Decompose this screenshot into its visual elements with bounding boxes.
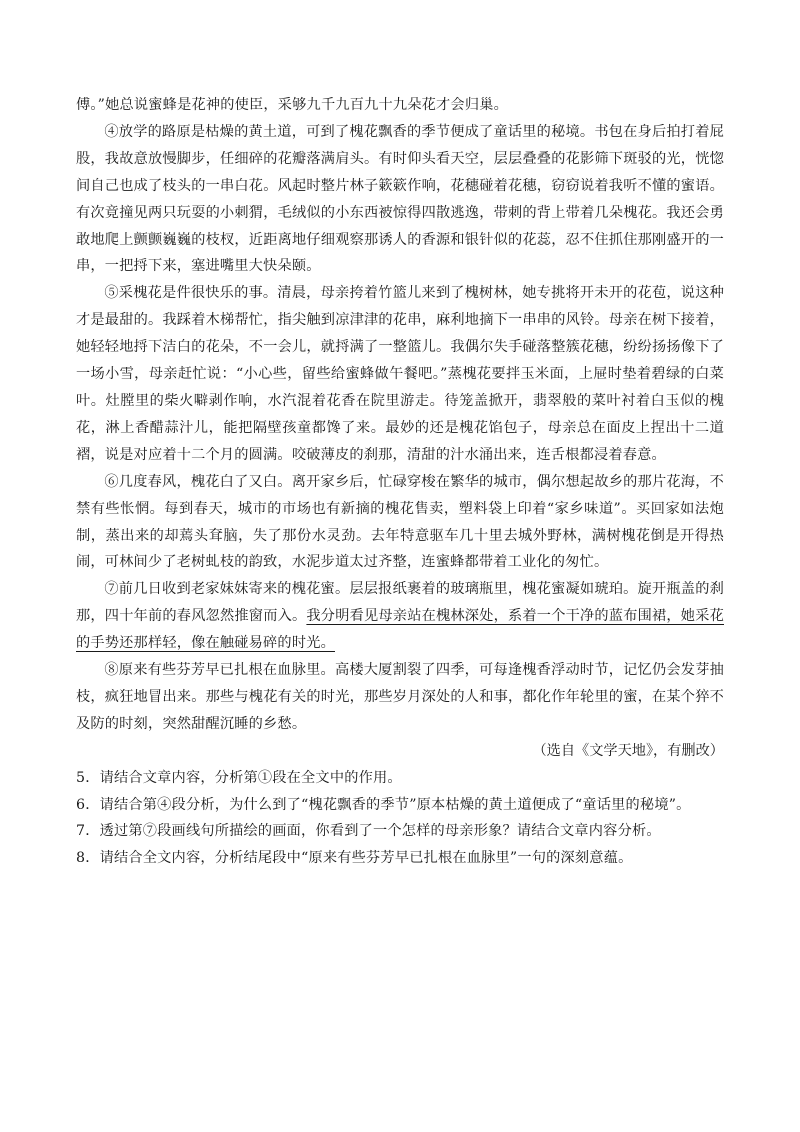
paragraph-intro-continuation: 傅。”她总说蜜蜂是花神的使臣，采够九千九百九十九朵花才会归巢。 xyxy=(76,97,508,113)
question-7: 7．透过第⑦段画线句所描绘的画面，你看到了一个怎样的母亲形象？请结合文章内容分析。 xyxy=(76,823,661,840)
paragraph-6: ⑥几度春风，槐花白了又白。离开家乡后，忙碌穿梭在繁华的城市，偶尔想起故乡的那片花海，不禁有些怅惘。每到春天，城市的市场也有新摘的槐花售卖，塑料袋上印着“家乡味道”。买回家如法炮制，蒸出来的却蔫头耷脑，失了那份水灵劲。去年特意驱车几十里去城外野林，满树槐花倒是开得热闹，可林间少了老树虬枝的韵致，水泥步道太过齐整，连蜜蜂都带着工业化的匆忙。 xyxy=(76,473,724,571)
question-8: 8．请结合全文内容，分析结尾段中“原来有些芬芳早已扎根在血脉里”一句的深刻意蕴。 xyxy=(76,850,633,867)
paragraph-4: ④放学的路原是枯燥的黄土道，可到了槐花飘香的季节便成了童话里的秘境。书包在身后拍打着屁股，我故意放慢脚步，任细碎的花瓣落满肩头。有时仰头看天空，层层叠叠的花影筛下斑驳的光，恍惚间自己也成了枝头的一串白花。风起时整片林子簌簌作响，花穗碰着花穗，窃窃说着我听不懂的蜜语。有次竟撞见两只玩耍的小刺猬，毛绒似的小东西被惊得四散逃逸，带刺的背上带着几朵槐花。我还会勇敢地爬上颤颤巍巍的枝杈，近距离地仔细观察那诱人的香源和银针似的花蕊，忍不住抓住那刚盛开的一串，一把捋下来，塞进嘴里大快朵颐。 xyxy=(76,123,724,275)
paragraph-8: ⑧原来有些芬芳早已扎根在血脉里。高楼大厦割裂了四季，可每逢槐香浮动时节，记忆仍会发芽抽枝，疯狂地冒出来。那些与槐花有关的时光，那些岁月深处的人和事，都化作年轮里的蜜，在某个猝不及防的时刻，突然甜醒沉睡的乡愁。 xyxy=(76,662,724,732)
question-list xyxy=(76,765,724,873)
paragraph-7 xyxy=(76,576,724,657)
paragraph-7-underlined-sentence: 我分明看见母亲站在槐林深处，系着一个干净的蓝布围裙，她采花的手势还那样轻，像在触碰易碎的时光。 xyxy=(76,608,724,652)
paragraph-5: ⑤采槐花是件很快乐的事。清晨，母亲挎着竹篮儿来到了槐树林，她专挑将开未开的花苞，说这种才是最甜的。我踩着木梯帮忙，指尖触到凉津津的花串，麻利地摘下一串串的风铃。母亲在树下接着，她轻轻地捋下洁白的花朵，不一会儿，就捋满了一整篮儿。我偶尔失手碰落整簇花穗，纷纷扬扬像下了一场小雪，母亲赶忙说：“小心些，留些给蜜蜂做午餐吧。”蒸槐花要拌玉米面，上屉时垫着碧绿的白菜叶。灶膛里的柴火噼剥作响，水汽混着花香在院里游走。待笼盖掀开，翡翠般的菜叶衬着白玉似的槐花，淋上香醋蒜汁儿，能把隔壁孩童都馋了来。最妙的还是槐花馅包子，母亲总在面皮上捏出十二道褶，说是对应着十二个月的圆满。咬破薄皮的刹那，清甜的汁水涌出来，连舌根都浸着春意。 xyxy=(76,285,724,463)
paragraph-7-text: ⑦前几日收到老家妹妹寄来的槐花蜜。层层报纸裹着的玻璃瓶里，槐花蜜凝如琥珀。旋开瓶盖的刹那，四十年前的春风忽然推窗而入。 xyxy=(76,581,724,625)
document-page xyxy=(76,92,724,872)
question-6: 6．请结合第④段分析，为什么到了“槐花飘香的季节”原本枯燥的黄土道便成了“童话里的秘境”。 xyxy=(76,796,691,813)
source-citation: （选自《文学天地》，有删改） xyxy=(532,742,724,759)
question-5: 5．请结合文章内容，分析第①段在全文中的作用。 xyxy=(76,769,402,786)
